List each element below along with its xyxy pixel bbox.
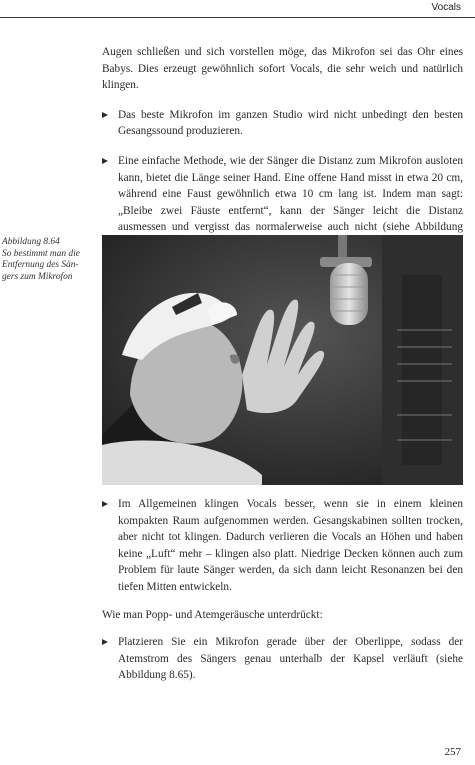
text-block-bottom [102, 496, 463, 684]
bullet-text: Eine einfache Methode, wie der Sänger die Distanz zum Mikrofon ausloten kann, bietet die Länge seiner Hand. Eine offene Hand misst in etwa 20 cm, während eine Faust gewöhnlich etwa 10 cm lang ist. Indem man sagt: „Bleibe zwei Fäuste entfernt“, kann der Sänger leicht die Distanz ausmessen und vergisst das normalerweise auch nicht (siehe Abbildung [118, 154, 463, 234]
bullet-item [102, 496, 463, 596]
caption-line: gers zum Mikrofon [2, 271, 73, 282]
page-number: 257 [444, 746, 461, 758]
running-header-title: Vocals [431, 2, 461, 13]
text-block-top [102, 44, 463, 253]
bullet-text: Im Allgemeinen klingen Vocals besser, wenn sie in einem kleinen kompakten Raum aufgenommen werden. Gesangskabinen sollten trocken, aber nicht tot klingen. Dadurch verlieren die Vocals an Höhen und haben keine „Luft“ mehr – klingen also platt. Niedrige Decken können auch zum Problem für laute Sänger werden, da sich dann leicht Resonanzen bei den tiefen Mitten entwickeln. [118, 498, 463, 593]
caption-line: So bestimmt man die [2, 248, 80, 259]
singer-microphone-photo [102, 235, 463, 485]
paragraph: Augen schließen und sich vorstellen möge, das Mikrofon sei das Ohr eines Babys. Dies erzeugt gewöhnlich sofort Vocals, die sehr weich und natürlich klingen. [102, 46, 463, 92]
bullet-item [102, 634, 463, 684]
bullet-marker-icon [102, 639, 108, 645]
figure-caption [2, 237, 94, 283]
caption-line: Entfernung des Sän- [2, 260, 79, 270]
bullet-marker-icon [102, 158, 108, 164]
header-rule [0, 17, 475, 18]
figure-photo [102, 235, 463, 485]
bullet-marker-icon [102, 501, 108, 507]
bullet-text: Platzieren Sie ein Mikrofon gerade über der Oberlippe, sodass der Atemstrom des Sängers genau unterhalb der Kapsel verläuft (siehe Abbildung 8.65). [118, 636, 463, 682]
caption-line: Abbildung 8.64 [2, 237, 60, 247]
bullet-item [102, 107, 463, 140]
bullet-text: Das beste Mikrofon im ganzen Studio wird nicht unbedingt den besten Gesangssound produzieren. [118, 108, 463, 138]
paragraph: Wie man Popp- und Atemgeräusche unterdrückt: [102, 608, 323, 621]
bullet-marker-icon [102, 112, 108, 118]
running-header [0, 0, 475, 18]
